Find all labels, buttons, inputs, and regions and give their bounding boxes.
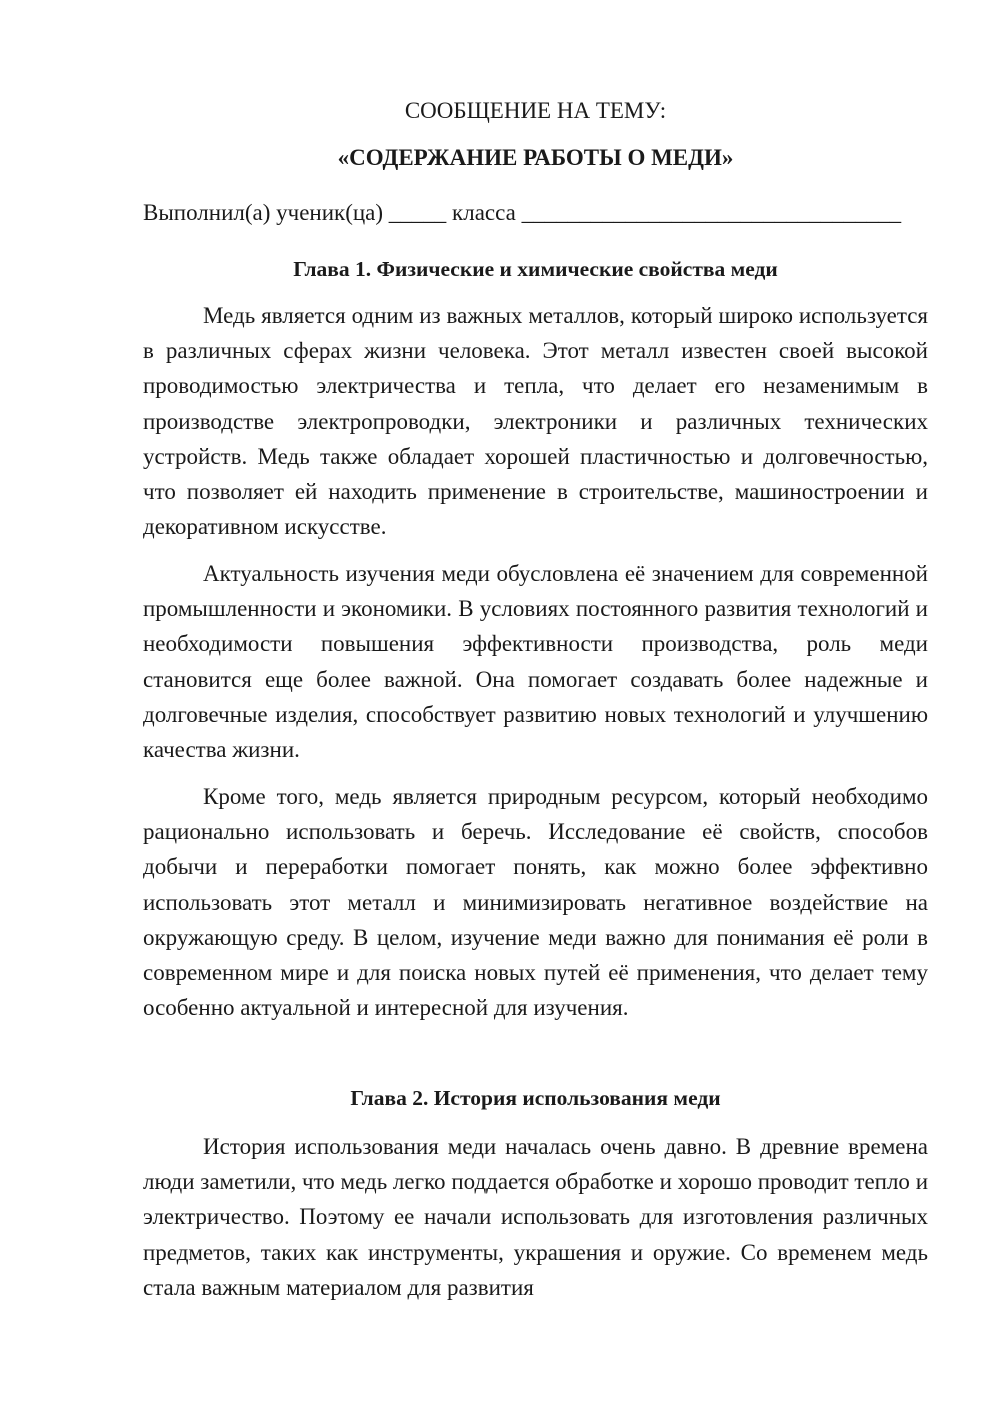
- chapter-2-paragraph-1: История использования меди началась очень давно. В древние времена люди заметили, что медь легко поддается обработке и хорошо проводит тепло и электричество. Поэтому ее начали использовать для изготовления различных предметов, таких как инструменты, украшения и оружие. Со временем медь стала важным материалом для развития: [143, 1134, 928, 1300]
- chapter-2-heading: Глава 2. История использования меди: [350, 1086, 721, 1110]
- document-title-line2: «СОДЕРЖАНИЕ РАБОТЫ О МЕДИ»: [337, 145, 734, 170]
- chapter-1-paragraph-1: Медь является одним из важных металлов, который широко используется в различных сферах жизни человека. Этот металл известен своей высокой проводимостью электричества и тепла, что делает его незаменимым в производстве электропроводки, электроники и различных технических устройств. Медь также обладает хорошей пластичностью и долговечностью, что позволяет ей находить применение в строительстве, машиностроении и декоративном искусстве.: [143, 303, 928, 540]
- chapter-1-paragraph-2: Актуальность изучения меди обусловлена её значением для современной промышленности и экономики. В условиях постоянного развития технологий и необходимости повышения эффективности производства, роль меди становится еще более важной. Она помогает создавать более надежные и долговечные изделия, способствует развитию новых технологий и улучшению качества жизни.: [143, 561, 928, 763]
- chapter-1-heading: Глава 1. Физические и химические свойства меди: [293, 257, 778, 281]
- chapter-1-paragraph-3: Кроме того, медь является природным ресурсом, который необходимо рационально использовать и беречь. Исследование её свойств, способов добычи и переработки помогает понять, как можно более эффективно использовать этот металл и минимизировать негативное воздействие на окружающую среду. В целом, изучение меди важно для понимания её роли в современном мире и для поиска новых путей её применения, что делает тему особенно актуальной и интересной для изучения.: [143, 784, 928, 1021]
- document-title-line1: СООБЩЕНИЕ НА ТЕМУ:: [404, 98, 667, 123]
- author-line: Выполнил(а) ученик(ца) _____ класса _________________________________: [143, 200, 902, 225]
